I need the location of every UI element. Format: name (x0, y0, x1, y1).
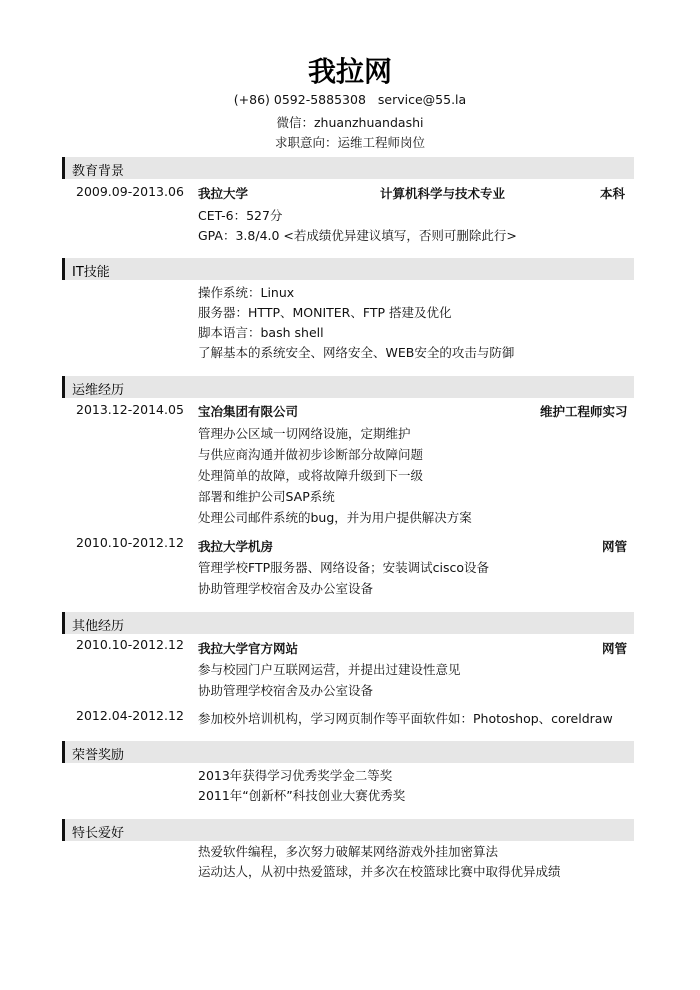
job-date: 2010.10-2012.12 (76, 535, 184, 550)
skill-line: 了解基本的系统安全、网络安全、WEB安全的攻击与防御 (198, 345, 515, 360)
section-header-it-skills (62, 258, 634, 280)
job-duty: 管理学校FTP服务器、网络设备；安装调试cisco设备 (198, 560, 490, 575)
skill-line: 操作系统：Linux (198, 285, 295, 300)
hobby-line: 热爱软件编程，多次努力破解某网络游戏外挂加密算法 (198, 844, 499, 859)
degree: 本科 (600, 186, 626, 201)
section-header-hobbies (62, 819, 634, 841)
skill-line: 服务器：HTTP、MONITER、FTP 搭建及优化 (198, 305, 452, 320)
job-duty: 部署和维护公司SAP系统 (198, 489, 335, 504)
email-address: service@55.la (377, 92, 467, 107)
job-duty: 与供应商沟通并做初步诊断部分故障问题 (198, 447, 424, 462)
section-header-honors (62, 741, 634, 763)
job-objective: 求职意向：运维工程师岗位 (274, 135, 425, 150)
section-title: 其他经历 (72, 619, 125, 634)
job-date: 2012.04-2012.12 (76, 708, 184, 723)
section-title: 荣誉奖励 (72, 748, 125, 763)
job-role: 维护工程师实习 (540, 404, 628, 419)
job-role: 网管 (602, 539, 628, 554)
cet-score: CET-6：527分 (198, 208, 283, 223)
skill-line: 脚本语言：bash shell (198, 325, 324, 340)
education-date: 2009.09-2013.06 (76, 184, 184, 199)
job-org: 宝冶集团有限公司 (198, 404, 299, 419)
resume-name: 我拉网 (307, 55, 392, 88)
job-duty: 参与校园门户互联网运营，并提出过建设性意见 (198, 662, 461, 677)
honor-line: 2013年获得学习优秀奖学金二等奖 (198, 768, 393, 783)
section-title: 运维经历 (72, 383, 125, 398)
school-name: 我拉大学 (198, 186, 249, 201)
section-title: 特长爱好 (72, 826, 125, 841)
job-duty: 协助管理学校宿舍及办公室设备 (198, 683, 374, 698)
section-title: 教育背景 (72, 164, 125, 179)
wechat-id: 微信：zhuanzhuandashi (276, 115, 424, 130)
job-duty: 处理简单的故障，或将故障升级到下一级 (198, 468, 424, 483)
honor-line: 2011年“创新杯”科技创业大赛优秀奖 (198, 788, 406, 803)
hobby-line: 运动达人，从初中热爱篮球，并多次在校篮球比赛中取得优异成绩 (198, 864, 561, 879)
job-duty: 协助管理学校宿舍及办公室设备 (198, 581, 374, 596)
major-name: 计算机科学与技术专业 (380, 186, 506, 201)
phone-number: (+86) 0592-5885308 (233, 92, 366, 107)
job-duty: 参加校外培训机构，学习网页制作等平面软件如：Photoshop、coreldraw (198, 711, 613, 726)
contact-line (0, 92, 700, 107)
job-date: 2013.12-2014.05 (76, 402, 184, 417)
job-duty: 处理公司邮件系统的bug，并为用户提供解决方案 (198, 510, 472, 525)
section-header-other-experience (62, 612, 634, 634)
job-org: 我拉大学官方网站 (198, 641, 299, 656)
job-org: 我拉大学机房 (198, 539, 274, 554)
job-duty: 管理办公区域一切网络设施，定期维护 (198, 426, 411, 441)
section-header-education (62, 157, 634, 179)
section-title: IT技能 (72, 265, 110, 280)
section-header-ops-experience (62, 376, 634, 398)
job-date: 2010.10-2012.12 (76, 637, 184, 652)
job-role: 网管 (602, 641, 628, 656)
gpa-score: GPA：3.8/4.0 <若成绩优异建议填写，否则可删除此行> (198, 228, 517, 243)
